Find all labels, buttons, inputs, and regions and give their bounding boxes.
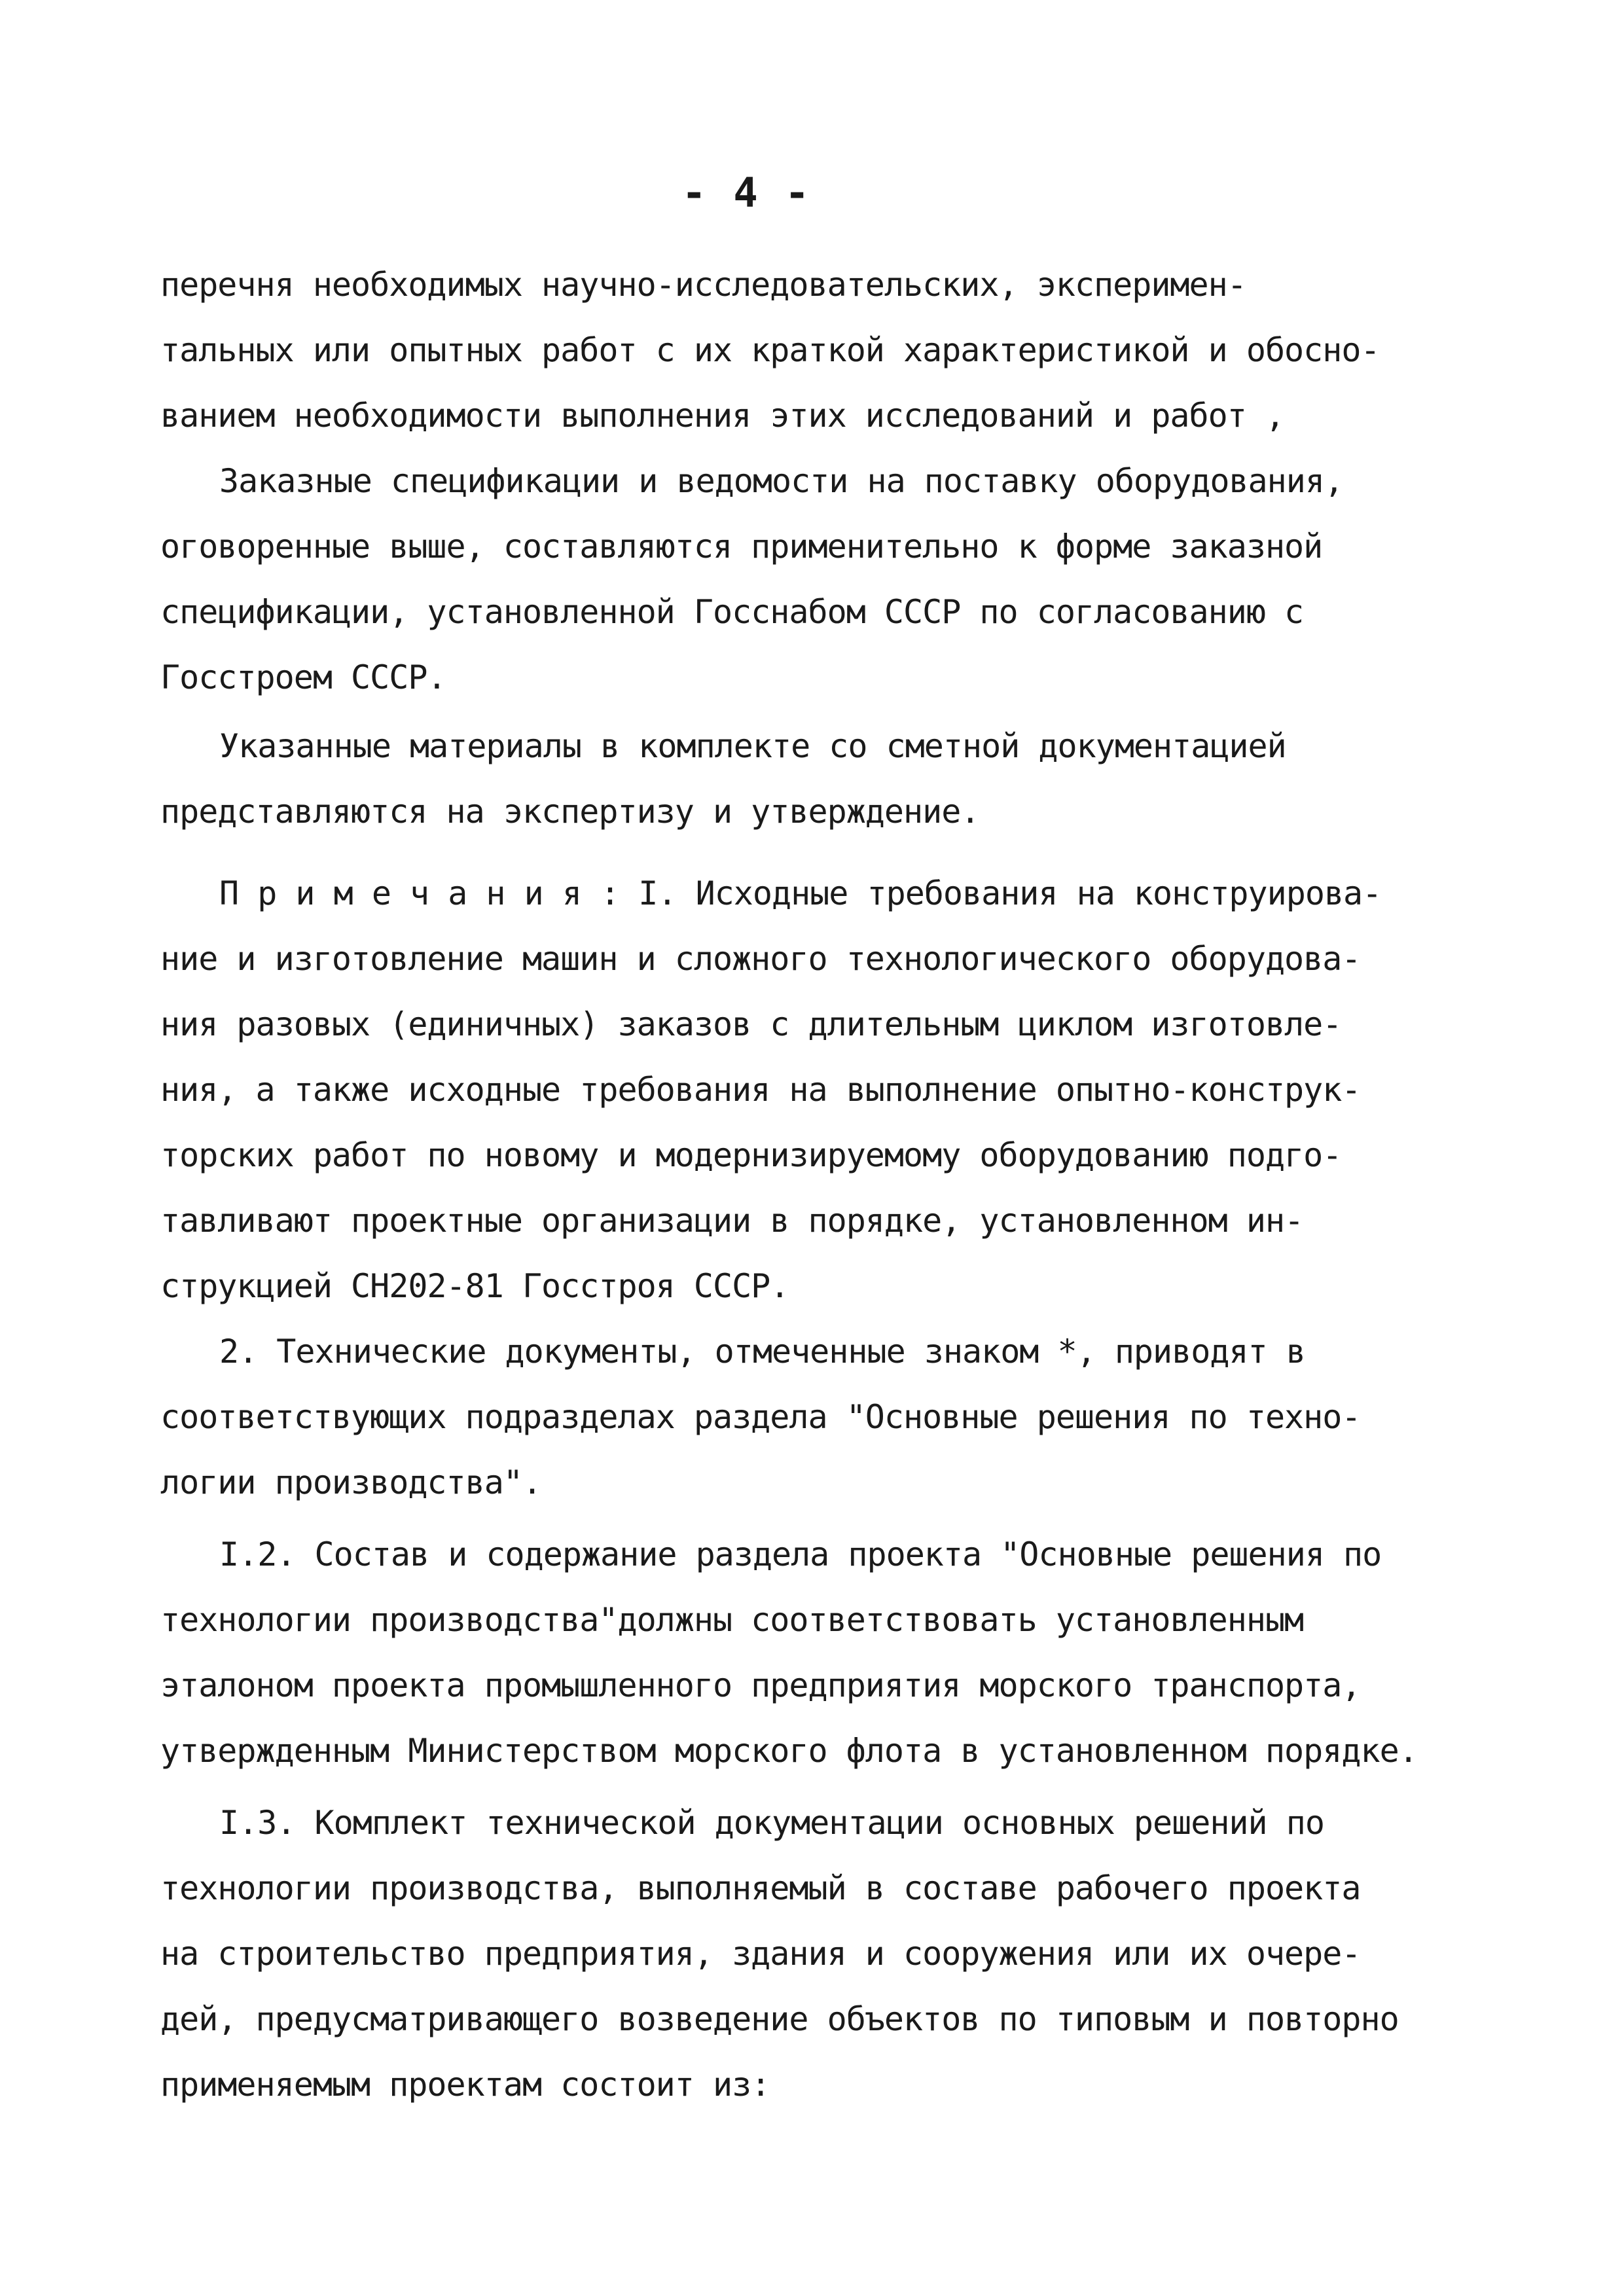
notes-heading-line: П р и м е ч а н и я : I. Исходные требования на конструирова- [219,874,1382,912]
text-line: тавливают проектные организации в порядке, установленном ин- [160,1202,1304,1240]
text-line: Госстроем СССР. [160,658,446,696]
text-line: технологии производства, выполняемый в составе рабочего проекта [160,1869,1361,1907]
text-line: соответствующих подразделах раздела "Основные решения по техно- [160,1398,1361,1436]
text-line: тальных или опытных работ с их краткой характеристикой и обосно- [160,331,1380,369]
text-line: применяемым проектам состоит из: [160,2066,770,2104]
text-line: струкцией СН202-81 Госстроя СССР. [160,1267,789,1305]
text-line: ния разовых (единичных) заказов с длительным циклом изготовле- [160,1005,1342,1043]
text-line: оговоренные выше, составляются применительно к форме заказной [160,528,1323,565]
text-line: ние и изготовление машин и сложного технологического оборудова- [160,940,1361,978]
text-line: I.3. Комплект технической документации основных решений по [219,1804,1324,1842]
text-line: логии производства". [160,1463,542,1501]
text-line: ния, а также исходные требования на выполнение опытно-конструк- [160,1071,1361,1109]
text-line: перечня необходимых научно-исследовательских, эксперимен- [160,266,1246,304]
text-line: на строительство предприятия, здания и сооружения или их очере- [160,1935,1361,1973]
text-line: представляются на экспертизу и утверждение. [160,793,980,831]
text-line: ванием необходимости выполнения этих исследований и работ , [160,397,1285,435]
page-number: - 4 - [681,169,811,217]
text-line: дей, предусматривающего возведение объектов по типовым и повторно [160,2000,1399,2038]
text-line: торских работ по новому и модернизируемому оборудованию подго- [160,1136,1342,1174]
text-line: технологии производства"должны соответствовать установленным [160,1601,1304,1639]
text-line: I.2. Состав и содержание раздела проекта "Основные решения по [219,1535,1382,1573]
text-line: Заказные спецификации и ведомости на поставку оборудования, [219,462,1344,500]
text-line: спецификации, установленной Госснабом СССР по согласованию с [160,593,1304,631]
text-line: 2. Технические документы, отмеченные знаком *, приводят в [219,1333,1305,1371]
text-line: эталоном проекта промышленного предприятия морского транспорта, [160,1666,1361,1704]
text-line: утвержденным Министерством морского флота в установленном порядке. [160,1732,1418,1770]
text-line: Указанные материалы в комплекте со сметной документацией [219,727,1286,765]
